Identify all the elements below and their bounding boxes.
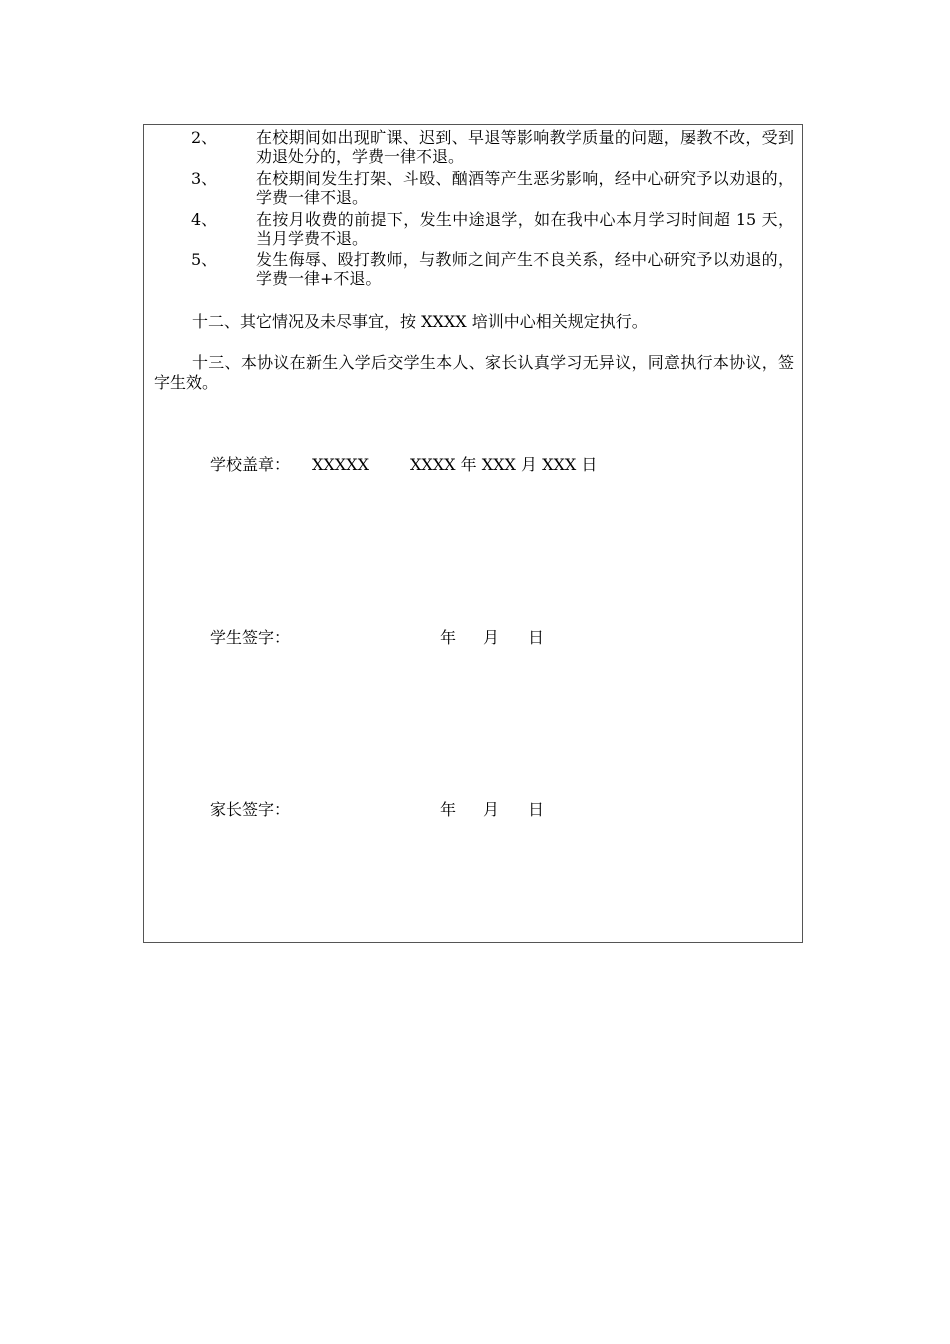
item-number: 5、 [191, 250, 218, 269]
parent-month: 月 [483, 800, 500, 819]
school-name: XXXXX [312, 455, 369, 474]
item-text: 在校期间发生打架、斗殴、酗酒等产生恶劣影响，经中心研究予以劝退的，学费一律不退。 [256, 169, 794, 207]
parent-day: 日 [528, 800, 545, 819]
student-signature-label: 学生签字： [210, 628, 291, 647]
agreement-frame [143, 124, 803, 943]
item-number: 4、 [191, 210, 218, 229]
parent-signature-label: 家长签字： [210, 800, 291, 819]
student-day: 日 [528, 628, 545, 647]
student-year: 年 [440, 628, 457, 647]
clause-13: 十三、本协议在新生入学后交学生本人、家长认真学习无异议，同意执行本协议，签字生效。 [154, 353, 794, 392]
parent-year: 年 [440, 800, 457, 819]
clause-12: 十二、其它情况及未尽事宜，按 XXXX 培训中心相关规定执行。 [192, 312, 648, 331]
item-number: 2、 [191, 128, 218, 147]
school-seal-label: 学校盖章： [210, 455, 291, 474]
item-number: 3、 [191, 169, 218, 188]
school-date: XXXX 年 XXX 月 XXX 日 [410, 455, 598, 474]
item-text: 在校期间如出现旷课、迟到、早退等影响教学质量的问题，屡教不改，受到劝退处分的，学费一律不退。 [256, 128, 794, 166]
item-text: 在按月收费的前提下，发生中途退学，如在我中心本月学习时间超 15 天，当月学费不退。 [256, 210, 794, 248]
item-text: 发生侮辱、殴打教师，与教师之间产生不良关系，经中心研究予以劝退的，学费一律+不退。 [256, 250, 794, 288]
student-month: 月 [483, 628, 500, 647]
